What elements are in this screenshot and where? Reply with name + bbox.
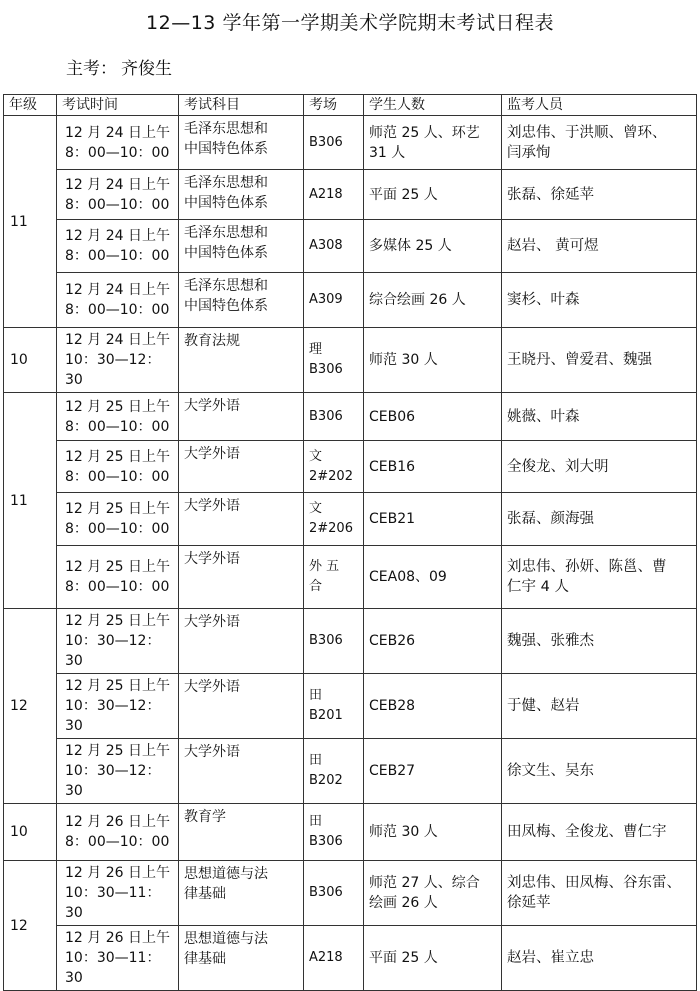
invigilators-cell: 张磊、徐延苹 bbox=[502, 170, 697, 220]
room-cell: 理 B306 bbox=[304, 328, 364, 393]
time-cell: 12 月 24 日上午 8：00—10：00 bbox=[57, 170, 179, 220]
room-cell: 文 2#202 bbox=[304, 441, 364, 493]
subject-cell: 毛泽东思想和 中国特色体系 bbox=[179, 170, 304, 220]
table-row bbox=[4, 804, 697, 861]
students-cell: 师范 30 人 bbox=[364, 804, 502, 861]
grade-cell: 10 bbox=[4, 804, 57, 861]
table-row bbox=[4, 328, 697, 393]
subject-cell: 大学外语 bbox=[179, 393, 304, 441]
table-row bbox=[4, 116, 697, 170]
invigilators-cell: 刘忠伟、于洪顺、曾环、 闫承恂 bbox=[502, 116, 697, 170]
students-cell: CEB16 bbox=[364, 441, 502, 493]
students-cell: CEB27 bbox=[364, 739, 502, 804]
invigilators-cell: 魏强、张雅杰 bbox=[502, 609, 697, 674]
invigilators-cell: 徐文生、吴东 bbox=[502, 739, 697, 804]
table-row bbox=[4, 393, 697, 441]
students-cell: CEB28 bbox=[364, 674, 502, 739]
invigilators-cell: 赵岩、崔立忠 bbox=[502, 926, 697, 991]
table-row bbox=[4, 441, 697, 493]
chief-examiner bbox=[62, 54, 172, 79]
subject-cell: 教育学 bbox=[179, 804, 304, 861]
time-cell: 12 月 25 日上午 8：00—10：00 bbox=[57, 546, 179, 609]
subject-cell: 毛泽东思想和 中国特色体系 bbox=[179, 273, 304, 328]
room-cell: B306 bbox=[304, 116, 364, 170]
exam-schedule-table bbox=[3, 94, 697, 991]
students-cell: CEB06 bbox=[364, 393, 502, 441]
students-cell: CEB21 bbox=[364, 493, 502, 546]
time-cell: 12 月 25 日上午 10：30—12：30 bbox=[57, 674, 179, 739]
invigilators-cell: 姚薇、叶森 bbox=[502, 393, 697, 441]
room-cell: B306 bbox=[304, 393, 364, 441]
invigilators-cell: 刘忠伟、田凤梅、谷东雷、 徐延苹 bbox=[502, 861, 697, 926]
students-cell: 师范 27 人、综合 绘画 26 人 bbox=[364, 861, 502, 926]
table-row bbox=[4, 170, 697, 220]
chief-examiner-label: 主考： bbox=[66, 59, 117, 79]
time-cell: 12 月 26 日上午 10：30—11：30 bbox=[57, 926, 179, 991]
time-cell: 12 月 25 日上午 8：00—10：00 bbox=[57, 393, 179, 441]
time-cell: 12 月 24 日上午 10：30—12：30 bbox=[57, 328, 179, 393]
time-cell: 12 月 25 日上午 8：00—10：00 bbox=[57, 441, 179, 493]
room-cell: B306 bbox=[304, 861, 364, 926]
header-students: 学生人数 bbox=[364, 95, 502, 116]
table-row bbox=[4, 926, 697, 991]
grade-cell: 11 bbox=[4, 393, 57, 609]
invigilators-cell: 全俊龙、刘大明 bbox=[502, 441, 697, 493]
invigilators-cell: 张磊、颜海强 bbox=[502, 493, 697, 546]
subject-cell: 大学外语 bbox=[179, 441, 304, 493]
time-cell: 12 月 26 日上午 10：30—11：30 bbox=[57, 861, 179, 926]
subject-cell: 大学外语 bbox=[179, 739, 304, 804]
subject-cell: 大学外语 bbox=[179, 493, 304, 546]
room-cell: A218 bbox=[304, 170, 364, 220]
room-cell: 田 B306 bbox=[304, 804, 364, 861]
subject-cell: 大学外语 bbox=[179, 674, 304, 739]
invigilators-cell: 刘忠伟、孙妍、陈邕、曹 仁宇 4 人 bbox=[502, 546, 697, 609]
students-cell: CEB26 bbox=[364, 609, 502, 674]
time-cell: 12 月 24 日上午 8：00—10：00 bbox=[57, 116, 179, 170]
grade-cell: 11 bbox=[4, 116, 57, 328]
table-row bbox=[4, 220, 697, 273]
room-cell: 田 B202 bbox=[304, 739, 364, 804]
invigilators-cell: 窦杉、叶森 bbox=[502, 273, 697, 328]
table-row bbox=[4, 273, 697, 328]
page-title: 12—13 学年第一学期美术学院期末考试日程表 bbox=[146, 12, 554, 34]
subject-cell: 思想道德与法 律基础 bbox=[179, 861, 304, 926]
invigilators-cell: 于健、赵岩 bbox=[502, 674, 697, 739]
room-cell: A218 bbox=[304, 926, 364, 991]
room-cell: A308 bbox=[304, 220, 364, 273]
header-subject: 考试科目 bbox=[179, 95, 304, 116]
header-time: 考试时间 bbox=[57, 95, 179, 116]
table-row bbox=[4, 546, 697, 609]
students-cell: 平面 25 人 bbox=[364, 926, 502, 991]
subject-cell: 思想道德与法 律基础 bbox=[179, 926, 304, 991]
table-row bbox=[4, 739, 697, 804]
header-invigilators: 监考人员 bbox=[502, 95, 697, 116]
header-room: 考场 bbox=[304, 95, 364, 116]
grade-cell: 10 bbox=[4, 328, 57, 393]
subject-cell: 教育法规 bbox=[179, 328, 304, 393]
time-cell: 12 月 25 日上午 10：30—12：30 bbox=[57, 609, 179, 674]
students-cell: 多媒体 25 人 bbox=[364, 220, 502, 273]
grade-cell: 12 bbox=[4, 609, 57, 804]
invigilators-cell: 田凤梅、全俊龙、曹仁宇 bbox=[502, 804, 697, 861]
subject-cell: 大学外语 bbox=[179, 609, 304, 674]
room-cell: 外 五 合 bbox=[304, 546, 364, 609]
room-cell: 田 B201 bbox=[304, 674, 364, 739]
table-row bbox=[4, 609, 697, 674]
table-header-row bbox=[4, 95, 697, 116]
students-cell: 师范 30 人 bbox=[364, 328, 502, 393]
students-cell: 平面 25 人 bbox=[364, 170, 502, 220]
grade-cell: 12 bbox=[4, 861, 57, 991]
time-cell: 12 月 25 日上午 8：00—10：00 bbox=[57, 493, 179, 546]
table-row bbox=[4, 674, 697, 739]
subject-cell: 毛泽东思想和 中国特色体系 bbox=[179, 220, 304, 273]
students-cell: 师范 25 人、环艺 31 人 bbox=[364, 116, 502, 170]
students-cell: 综合绘画 26 人 bbox=[364, 273, 502, 328]
time-cell: 12 月 26 日上午 8：00—10：00 bbox=[57, 804, 179, 861]
invigilators-cell: 赵岩、 黄可煜 bbox=[502, 220, 697, 273]
time-cell: 12 月 25 日上午 10：30—12：30 bbox=[57, 739, 179, 804]
chief-examiner-name: 齐俊生 bbox=[121, 59, 172, 79]
room-cell: 文 2#206 bbox=[304, 493, 364, 546]
students-cell: CEA08、09 bbox=[364, 546, 502, 609]
header-grade: 年级 bbox=[4, 95, 57, 116]
table-body bbox=[4, 116, 697, 991]
time-cell: 12 月 24 日上午 8：00—10：00 bbox=[57, 220, 179, 273]
invigilators-cell: 王晓丹、曾爱君、魏强 bbox=[502, 328, 697, 393]
table-row bbox=[4, 861, 697, 926]
time-cell: 12 月 24 日上午 8：00—10：00 bbox=[57, 273, 179, 328]
room-cell: B306 bbox=[304, 609, 364, 674]
subject-cell: 毛泽东思想和 中国特色体系 bbox=[179, 116, 304, 170]
table-row bbox=[4, 493, 697, 546]
subject-cell: 大学外语 bbox=[179, 546, 304, 609]
room-cell: A309 bbox=[304, 273, 364, 328]
